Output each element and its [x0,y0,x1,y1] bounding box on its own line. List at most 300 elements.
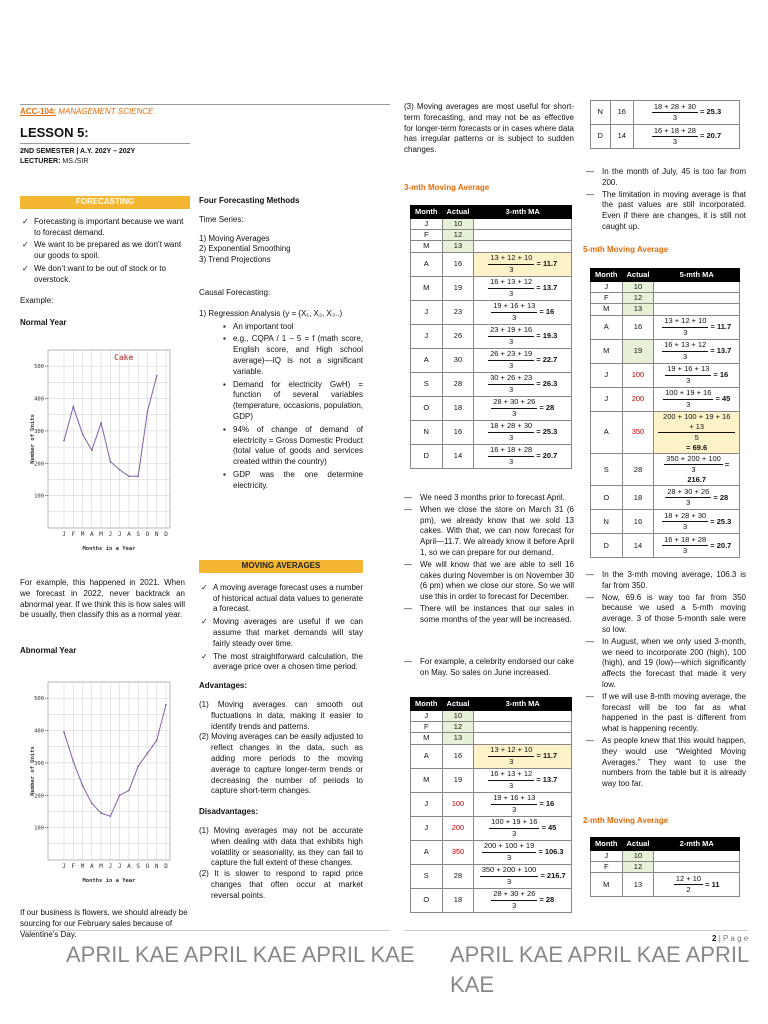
actual-cell: 28 [622,454,654,486]
month-cell: J [411,324,443,348]
ma-formula [480,865,566,886]
numerator: 100 + 19 + 16 [489,817,539,828]
column-header: 3-mth MA [474,698,572,711]
ma-formula [488,253,558,274]
denominator: 3 [509,384,514,394]
denominator: 3 [512,828,517,838]
fraction [488,445,534,466]
month-cell: F [591,293,623,304]
bullet: ✓ We don’t want to be out of stock or to overstock. [20,264,190,286]
ma-result: = 28 [537,402,555,412]
x-axis-label: Months in a Year [82,878,136,884]
actual-cell: 28 [442,864,474,888]
table-row [411,219,572,230]
footer-rule-right [404,930,748,931]
table-row [411,372,572,396]
month-cell: O [411,396,443,420]
advantages-list [199,700,363,797]
table-row [411,276,572,300]
ma-formula [482,841,564,862]
ma-formula [674,874,720,895]
data-point [147,411,149,413]
header [20,104,390,166]
chart-title: Cake [114,353,134,362]
table-header-row [591,269,740,282]
data-point [119,794,121,796]
column-header: 3-mth MA [474,206,572,219]
table-row [591,315,740,339]
table-row [591,363,740,387]
month-cell: S [411,864,443,888]
plot-area [48,350,170,528]
ma-result: = 216.7 [687,459,730,485]
note-item: — As people knew that this would happen, they would use “Weighted Moving Averages.” They want to use the numbers from the table but it is already way too far. [586,736,746,790]
far-notes-2 [586,570,746,791]
data-point [128,790,130,792]
fraction [488,325,534,346]
denominator: 3 [512,312,517,322]
bullet: ✓ We want to be prepared as we don’t want our goods to spoil. [20,240,190,262]
y-tick-label: 100 [34,493,44,500]
table-header-row [411,698,572,711]
denominator: 2 [686,885,691,895]
ma2-table [590,837,740,897]
ma-result: = 25.3 [534,426,558,436]
month-cell: J [591,851,623,862]
ma-result: = 11.7 [534,258,558,268]
table-row [411,840,572,864]
ma-formula [665,487,729,508]
regression-point: ▪ 94% of change of demand of electricity = Gross Domestic Product (total value of goods and services created within the country) [223,425,363,468]
table-row [411,864,572,888]
causal-label: Causal Forecasting: [199,287,271,297]
x-tick-label: F [71,863,76,870]
regression-points [199,322,363,492]
ma-cell [474,744,572,768]
abnormal-year-chart-svg [28,670,178,900]
ma-result: = 25.3 [708,516,732,526]
numerator: 16 + 18 + 28 [662,535,708,546]
numerator: 16 + 13 + 12 [488,769,534,780]
regression-point: ▪ e.g., CQPA / 1 – 5 = f (math score, English score, and High school average)—IQ is not a significant variable. [223,334,363,377]
ma-result: = 45 [539,822,557,832]
numerator: 16 + 13 + 12 [488,277,534,288]
fraction [488,277,534,298]
table-row [411,792,572,816]
numerator: 18 + 28 + 30 [488,421,534,432]
month-cell: J [411,711,443,722]
bullet: ✓ A moving average forecast uses a number of historical actual data values to generate a forecast. [199,583,363,615]
month-cell: M [411,276,443,300]
far-top-table-wrap [590,100,740,149]
far-notes-1 [586,167,746,234]
fraction [658,412,735,443]
denominator: 3 [509,336,514,346]
disadvantages-list [199,826,363,902]
y-tick-label: 200 [34,461,44,468]
numerator: 200 + 100 + 19 [482,841,536,852]
numerator: 19 + 16 + 13 [491,301,537,312]
ma-formula [488,325,558,346]
data-point [156,375,158,377]
lesson-title: LESSON 5: [20,124,89,140]
note-item: — Now, 69.6 is way too far from 350 because we used a 5-mth moving average. 3 of those 5-month sale were so low. [586,593,746,636]
ma-cell [654,851,740,862]
actual-cell: 19 [442,768,474,792]
month-cell: D [591,534,623,558]
ma-result: = 26.3 [534,378,558,388]
advantage: (2) Moving averages can be easily adjusted to reflect changes in the data, such as adding more periods to the moving average to capture longer-term trends or decreasing the number of periods to capture short-term changes. [199,732,363,796]
actual-cell: 100 [622,363,654,387]
x-tick-label: M [80,863,85,870]
ma-result: = 16 [537,306,555,316]
table-row [591,851,740,862]
x-tick-label: D [164,863,168,870]
note-item: — We will know that we are able to sell 16 cakes during November is on November 30 (6 pm) when we close our store. So we will use this in order to forecast for December. [404,560,574,603]
lecturer: MS./SIR [62,157,89,165]
lesson-rule [20,143,190,144]
month-cell: A [591,411,623,454]
denominator: 3 [506,876,512,886]
ma-result: = 13.7 [534,282,558,292]
denominator: 3 [509,264,514,274]
table-row [411,252,572,276]
data-point [165,704,167,706]
x-tick-label: F [71,531,76,538]
ma-cell [474,733,572,744]
table-row [411,396,572,420]
y-tick-label: 500 [34,364,44,371]
ma-cell [474,888,572,912]
plot-area [48,682,170,860]
data-point [100,812,102,814]
method-item: 1) Moving Averages [199,233,270,243]
time-series-label: Time Series: [199,214,244,224]
ma-result: = 45 [713,393,731,403]
ma-formula [491,301,555,322]
denominator: 3 [683,546,688,556]
numerator: 350 + 200 + 100 [480,865,539,876]
fraction [491,793,537,814]
denominator: 3 [512,408,517,418]
data-point [72,406,74,408]
actual-cell: 13 [622,304,654,315]
footer-watermark-left: APRIL KAE APRIL KAE APRIL KAE [66,942,415,967]
denominator: 3 [509,456,514,466]
denominator: 3 [686,375,691,385]
x-tick-label: D [164,531,168,538]
actual-cell: 12 [442,230,474,241]
fraction [488,421,534,442]
fraction [488,349,534,370]
x-tick-label: M [99,863,103,870]
ma-result: = 16 [537,798,555,808]
month-cell: N [591,510,623,534]
ma-result: = 28 [537,894,555,904]
ma-formula [491,793,555,814]
table-row [591,510,740,534]
data-point [91,802,93,804]
fraction [665,487,711,508]
denominator: 3 [509,432,514,442]
normal-year-chart-svg [28,338,178,568]
ma-cell [654,387,740,411]
column-header: 5-mth MA [654,269,740,282]
month-cell: O [591,486,623,510]
footer-rule-left [20,930,390,931]
ma-cell [654,315,740,339]
ma2-table-wrap [590,837,740,897]
ma-cell [474,230,572,241]
month-cell: F [591,862,623,873]
ma-cell [654,339,740,363]
month-cell: M [591,873,623,897]
month-cell: S [411,372,443,396]
ma-cell [654,486,740,510]
ma-formula [652,101,722,122]
page-number [712,934,748,945]
moving-averages-banner: MOVING AVERAGES [199,560,363,573]
actual-cell: 10 [622,851,654,862]
ma3-table [410,205,572,469]
table-row [411,733,572,744]
month-cell: J [411,816,443,840]
ma-cell [474,252,572,276]
actual-cell: 350 [442,840,474,864]
ma-result: = 19.3 [534,330,558,340]
ma-cell [474,372,572,396]
ma-formula [664,454,730,485]
table-row [411,444,572,468]
month-cell: S [591,454,623,486]
actual-cell: 18 [442,888,474,912]
bullet: ✓ Moving averages are useful if we can assume that market demands will stay fairly steady over time. [199,617,363,649]
ma-cell [474,722,572,733]
denominator: 3 [672,137,677,146]
denominator: 3 [509,360,514,370]
x-tick-label: J [108,531,113,538]
regression-point: ▪ An important tool [223,322,363,333]
note-item: — The limitation in moving average is that the past values are still incorporated. Even if there are changes, it is still not caught up. [586,190,746,233]
note-item: — There will be instances that our sales in some months of the year will be increased. [404,604,574,626]
month-cell: J [411,219,443,230]
table-row [411,300,572,324]
month-cell: J [591,282,623,293]
ma-result: = 13.7 [708,345,732,355]
disadvantage: (2) It is slower to respond to rapid price changes that often occur at market reversal points. [199,869,363,900]
far-notes-1-list [586,167,746,233]
ma-formula [663,388,731,409]
month-cell: M [411,241,443,252]
column-header: Month [411,698,443,711]
abnormal-year-text: If our business is flowers, we should already be sourcing for our February sales because of Valentine’s Day. [20,908,188,939]
x-tick-label: A [90,863,94,870]
actual-cell: 23 [442,300,474,324]
fraction [652,126,698,147]
numerator: 350 + 200 + 100 [664,454,723,465]
actual-cell: 10 [622,282,654,293]
actual-cell: 16 [610,101,633,125]
table-row [411,420,572,444]
ma-formula [489,817,557,838]
table-row [591,873,740,897]
denominator: 3 [506,852,512,862]
actual-cell: 26 [442,324,474,348]
fraction [491,301,537,322]
middle-column [199,196,363,494]
column-header: Actual [442,698,474,711]
table-row [411,230,572,241]
notes-1 [404,493,574,627]
y-tick-label: 300 [34,428,44,435]
fraction [662,535,708,556]
methods-title: Four Forecasting Methods [199,196,300,205]
y-tick-label: 100 [34,825,44,832]
actual-cell: 13 [622,873,654,897]
fraction [488,745,534,766]
month-cell: A [411,348,443,372]
ma-formula [488,445,558,466]
data-point [63,731,65,733]
fraction [482,841,536,862]
fraction [488,769,534,790]
actual-cell: 16 [622,510,654,534]
ma-result: = 13.7 [534,774,558,784]
ma-result: = 106.3 [536,846,564,856]
ma-formula [488,769,558,790]
ma-cell [474,444,572,468]
method-item: 3) Trend Projections [199,255,271,265]
x-tick-label: S [136,863,140,870]
ma-cell [654,304,740,315]
month-cell: D [591,125,611,149]
ma-cell [654,411,740,454]
ma-result: = 11.7 [534,750,558,760]
data-point [82,785,84,787]
x-tick-label: J [108,863,113,870]
column-header: Month [591,838,623,851]
example-label: Example: [20,295,54,305]
table-row [591,454,740,486]
data-point [109,461,111,463]
disadvantages-label: Disadvantages: [199,807,259,817]
ma-result: = 69.6 [686,442,708,452]
denominator: 3 [683,522,688,532]
ma-formula [491,397,555,418]
numerator: 19 + 16 + 13 [491,793,537,804]
moving-bullets [199,583,363,673]
fraction [488,253,534,274]
table-row [591,534,740,558]
month-cell: N [411,420,443,444]
data-point [109,815,111,817]
month-cell: M [591,304,623,315]
fraction [662,316,708,337]
y-axis-label: Number of Units [30,746,36,796]
page-num: 2 [712,934,717,943]
far-notes-2-list [586,570,746,790]
denominator: 3 [672,113,677,122]
x-tick-label: S [136,531,140,538]
actual-cell: 12 [622,293,654,304]
table-row [411,348,572,372]
numerator: 23 + 19 + 16 [488,325,534,336]
ma-formula [488,277,558,298]
actual-cell: 100 [442,792,474,816]
data-point [128,475,130,477]
table-row [591,387,740,411]
y-tick-label: 400 [34,728,44,735]
ma-formula [652,125,722,146]
x-tick-label: J [117,863,122,870]
fraction [662,340,708,361]
data-point [91,449,93,451]
ma-formula [488,349,558,370]
month-cell: M [411,768,443,792]
actual-cell: 18 [622,486,654,510]
note-item: — In the 3-mth moving average, 106.3 is far from 350. [586,570,746,592]
table-header-row [411,206,572,219]
ma-formula [665,364,729,385]
denominator: 3 [512,804,517,814]
y-tick-label: 300 [34,760,44,767]
denominator: 3 [509,756,514,766]
denominator: 3 [691,465,696,475]
ma-cell [474,241,572,252]
ma-cell [633,101,739,125]
data-point [147,752,149,754]
ma-result: = 20.7 [534,450,558,460]
semester: 2ND SEMESTER | A.Y. 202Y – 202Y [20,148,136,156]
denominator: 3 [683,351,688,361]
advantage: (1) Moving averages can smooth out fluctuations in data, making it easier to identify trends and patterns. [199,699,363,731]
ma-result: = 11.7 [708,321,732,331]
fraction [663,388,713,409]
point-3: (3) Moving averages are most useful for short-term forecasting, and may not be as effective for longer-term forecasts or in cases where data has irregular patterns or is subject to sudden changes. [404,102,574,155]
numerator: 13 + 12 + 10 [488,253,534,264]
fraction [488,373,534,394]
month-cell: F [411,722,443,733]
ma-result: = 16 [711,369,729,379]
table-row [591,486,740,510]
forecasting-banner: FORECASTING [20,196,190,209]
abnormal-year-label: Abnormal Year [20,646,77,655]
ma-cell [633,125,739,149]
ma3-table-wrap [410,205,572,469]
ma-cell [474,348,572,372]
numerator: 28 + 30 + 26 [665,487,711,498]
numerator: 18 + 28 + 30 [652,102,698,113]
ma-cell [474,816,572,840]
table-row [591,411,740,454]
month-cell: N [591,101,611,125]
fraction [491,889,537,910]
numerator: 30 + 26 + 23 [488,373,534,384]
fraction [491,397,537,418]
ma-formula [658,411,735,452]
normal-year-text: For example, this happened in 2021. When we forecast in 2022, never backtrack an abnormal year. If we think this is how sales will be usually, then classify this as a normal year. [20,578,185,620]
fraction [489,817,539,838]
denominator: 3 [509,780,514,790]
actual-cell: 16 [442,252,474,276]
y-tick-label: 500 [34,696,44,703]
ma3-table-2 [410,697,572,913]
normal-year-label: Normal Year [20,318,67,328]
fraction [480,865,539,886]
table-row [591,282,740,293]
data-point [100,422,102,424]
ma-result: = 20.7 [708,540,732,550]
